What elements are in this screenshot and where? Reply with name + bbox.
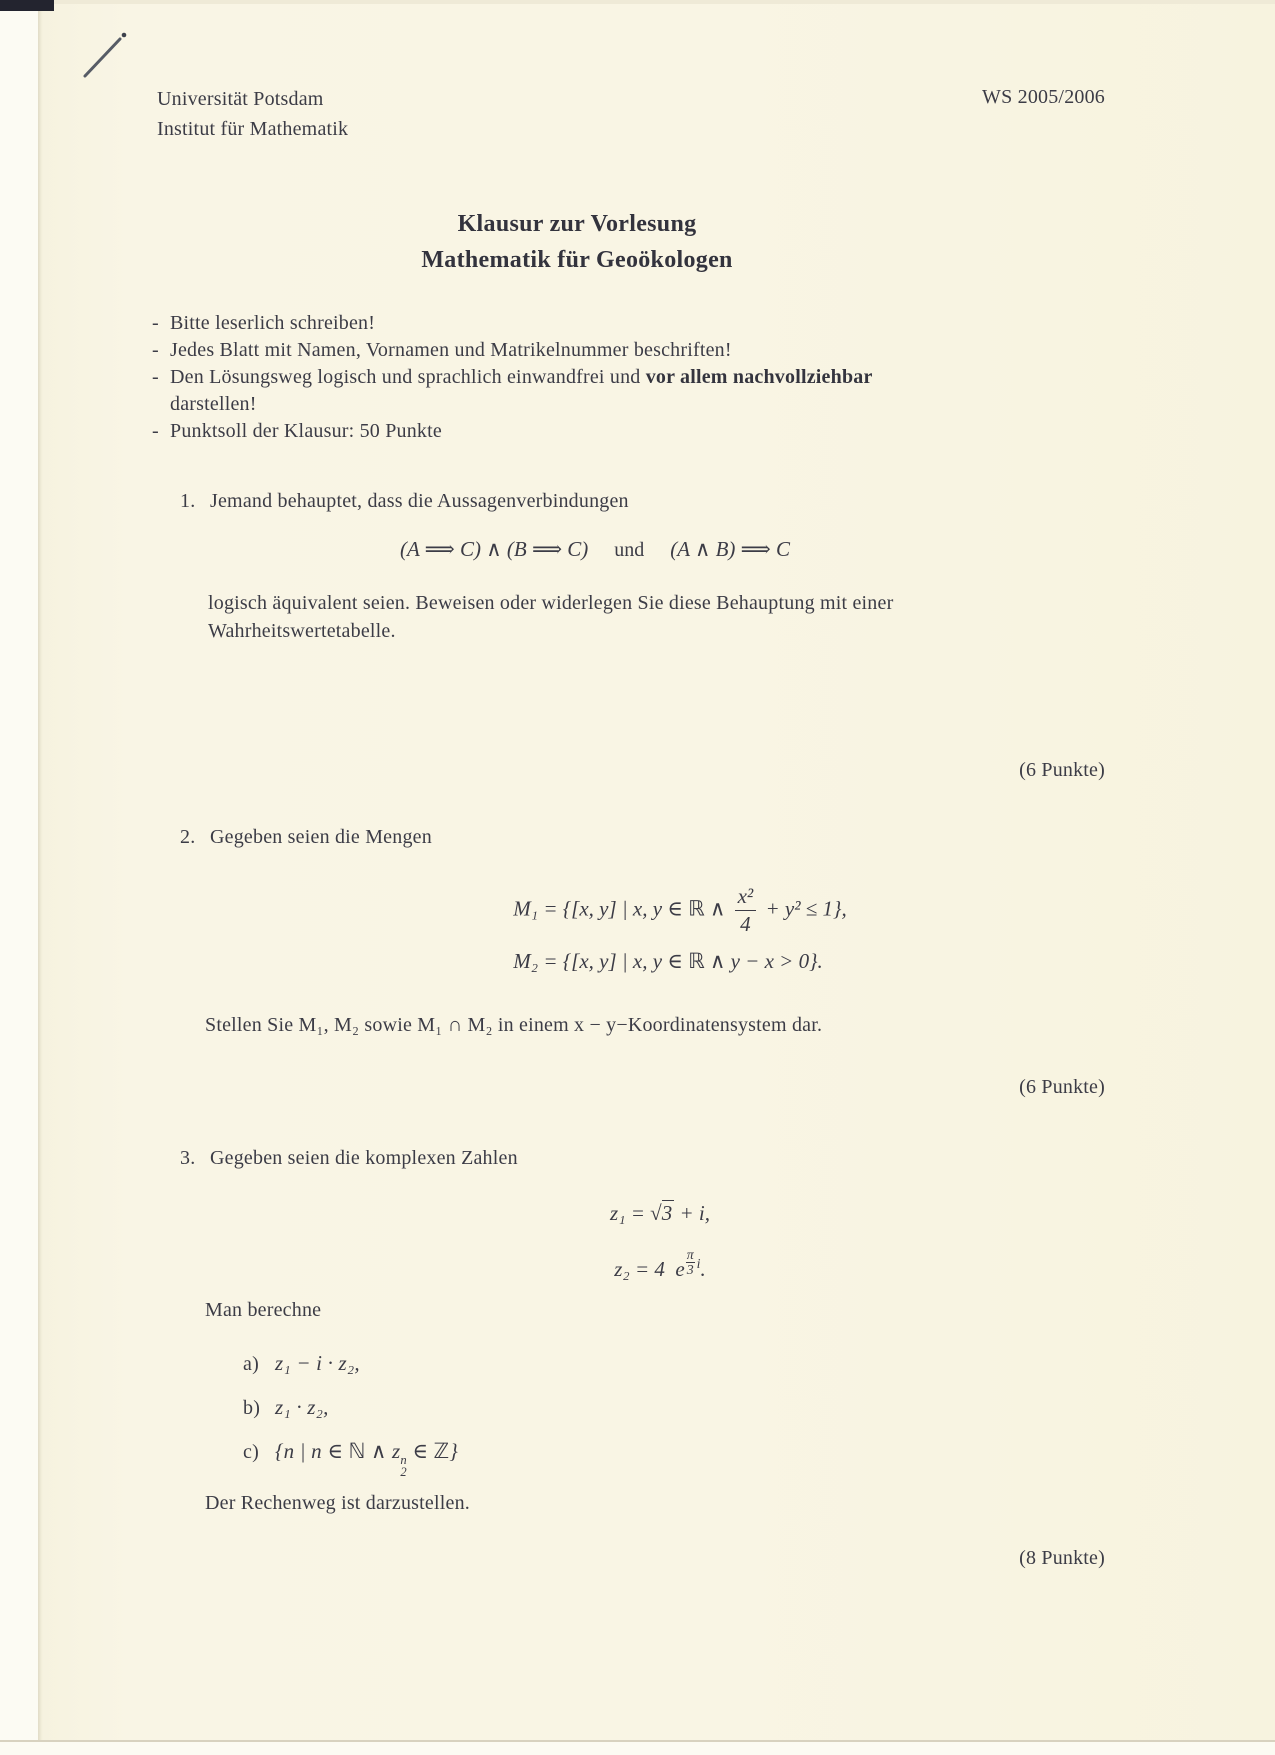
task2-heading — [180, 824, 1080, 851]
scan-left-edge — [0, 6, 38, 1755]
task3-lead: Man berechne — [205, 1299, 322, 1321]
task1-formula-left: (A ⟹ C) ∧ (B ⟹ C) — [399, 537, 589, 561]
instruction-item — [152, 418, 1112, 445]
instruction-item — [152, 364, 1112, 418]
z2-exp-i: i — [696, 1256, 701, 1272]
subitem-c-label: c) — [243, 1441, 259, 1463]
task3-equations — [210, 1200, 1110, 1282]
task3-outro: Der Rechenweg ist darzustellen. — [205, 1492, 470, 1514]
pen-mark — [75, 28, 139, 92]
instruction-item — [152, 310, 1112, 337]
z2-exponent — [686, 1248, 701, 1277]
bullet-dash: - — [152, 339, 159, 361]
scan-bottom-edge — [0, 1740, 1275, 1755]
bullet-dash: - — [152, 312, 159, 334]
subitem-c-expression — [275, 1438, 458, 1479]
scan-top-edge — [0, 0, 1275, 4]
z1-rhs: + i, — [674, 1201, 710, 1225]
task3-subitems — [243, 1350, 943, 1495]
z2-exp-numerator: π — [686, 1247, 694, 1262]
m1-fraction — [735, 884, 757, 937]
instruction-text-plain: Den Lösungsweg logisch und sprachlich einwandfrei und — [170, 366, 646, 388]
subitem-c — [243, 1438, 943, 1479]
exam-title-line1: Klausur zur Vorlesung — [457, 211, 697, 237]
m1-fraction-numerator: x² — [735, 884, 757, 911]
semester-label: WS 2005/2006 — [982, 86, 1105, 108]
task1-body-line2: Wahrheitswertetabelle. — [208, 620, 396, 642]
task1-formula-connector: und — [614, 539, 645, 561]
m1-fraction-denominator: 4 — [740, 912, 751, 936]
task2-intro: Gegeben seien die Mengen — [210, 826, 432, 848]
task3-heading — [180, 1145, 1080, 1172]
task3-points: (8 Punkte) — [1019, 1547, 1105, 1569]
z2-power-sub: 2 — [400, 1465, 407, 1480]
task2-points: (6 Punkte) — [1019, 1076, 1105, 1098]
subitem-b — [243, 1394, 943, 1422]
task1-body-line1: logisch äquivalent seien. Beweisen oder widerlegen Sie diese Behauptung mit einer — [208, 592, 894, 614]
task3-number: 3. — [180, 1147, 196, 1169]
z2-period: . — [700, 1256, 706, 1281]
task1-formula — [160, 537, 1030, 562]
task3-intro: Gegeben seien die komplexen Zahlen — [210, 1147, 518, 1169]
z2-equation — [210, 1248, 1110, 1282]
scan-corner-artifact — [0, 0, 54, 11]
instruction-text-continuation: darstellen! — [170, 393, 257, 415]
task1-body — [208, 589, 1008, 645]
subitem-a — [243, 1350, 943, 1378]
z2-power-sup: n — [400, 1452, 407, 1467]
instruction-text: Punktsoll der Klausur: 50 Punkte — [170, 420, 442, 442]
subitem-b-expression: z₁ · z₂, — [275, 1395, 329, 1419]
university-name: Universität Potsdam — [157, 88, 324, 110]
task1-heading — [180, 488, 1080, 515]
instruction-text: Jedes Blatt mit Namen, Vornamen und Matrikelnummer beschriften! — [170, 339, 732, 361]
z1-lhs: z₁ = √ — [610, 1201, 662, 1225]
instruction-text-bold: vor allem nachvollziehbar — [645, 366, 873, 388]
task1-intro: Jemand behauptet, dass die Aussagenverbindungen — [210, 490, 629, 512]
subitem-c-pre: {n | n ∈ ℕ ∧ z — [275, 1439, 401, 1463]
task1-number: 1. — [180, 490, 196, 512]
instructions-list — [152, 310, 1112, 445]
m1-lhs: M₁ = {[x, y] | x, y ∈ ℝ ∧ — [513, 896, 731, 921]
instruction-text: Bitte leserlich schreiben! — [170, 312, 376, 334]
z2-exponent-fraction — [686, 1248, 695, 1277]
subitem-a-expression: z₁ − i · z₂, — [275, 1351, 360, 1375]
z2-exp-denominator: 3 — [686, 1261, 694, 1277]
set-m2-equation: M₂ = {[x, y] | x, y ∈ ℝ ∧ y − x > 0}. — [513, 949, 823, 973]
subitem-a-label: a) — [243, 1353, 259, 1375]
task2-body: Stellen Sie M₁, M₂ sowie M₁ ∩ M₂ in einem x − y−Koordinatensystem dar. — [205, 1014, 823, 1036]
task2-equations — [230, 884, 1130, 974]
bullet-dash: - — [152, 366, 159, 388]
set-m1-equation — [513, 884, 846, 937]
z1-radicand: 3 — [661, 1201, 673, 1225]
task2-number: 2. — [180, 826, 196, 848]
institute-name: Institut für Mathematik — [157, 118, 349, 140]
instruction-text — [170, 364, 873, 418]
instruction-item — [152, 337, 1112, 364]
subitem-c-post: ∈ ℤ} — [406, 1439, 458, 1463]
z2-lhs: z₂ = 4 e — [614, 1256, 685, 1281]
z1-equation — [210, 1200, 1110, 1226]
bullet-dash: - — [152, 420, 159, 442]
m1-rhs: + y² ≤ 1}, — [760, 896, 847, 921]
task1-formula-right: (A ∧ B) ⟹ C — [670, 537, 791, 561]
task1-points: (6 Punkte) — [1019, 759, 1105, 781]
subitem-b-label: b) — [243, 1397, 261, 1419]
exam-title — [157, 206, 997, 278]
exam-title-line2: Mathematik für Geoökologen — [421, 247, 733, 273]
